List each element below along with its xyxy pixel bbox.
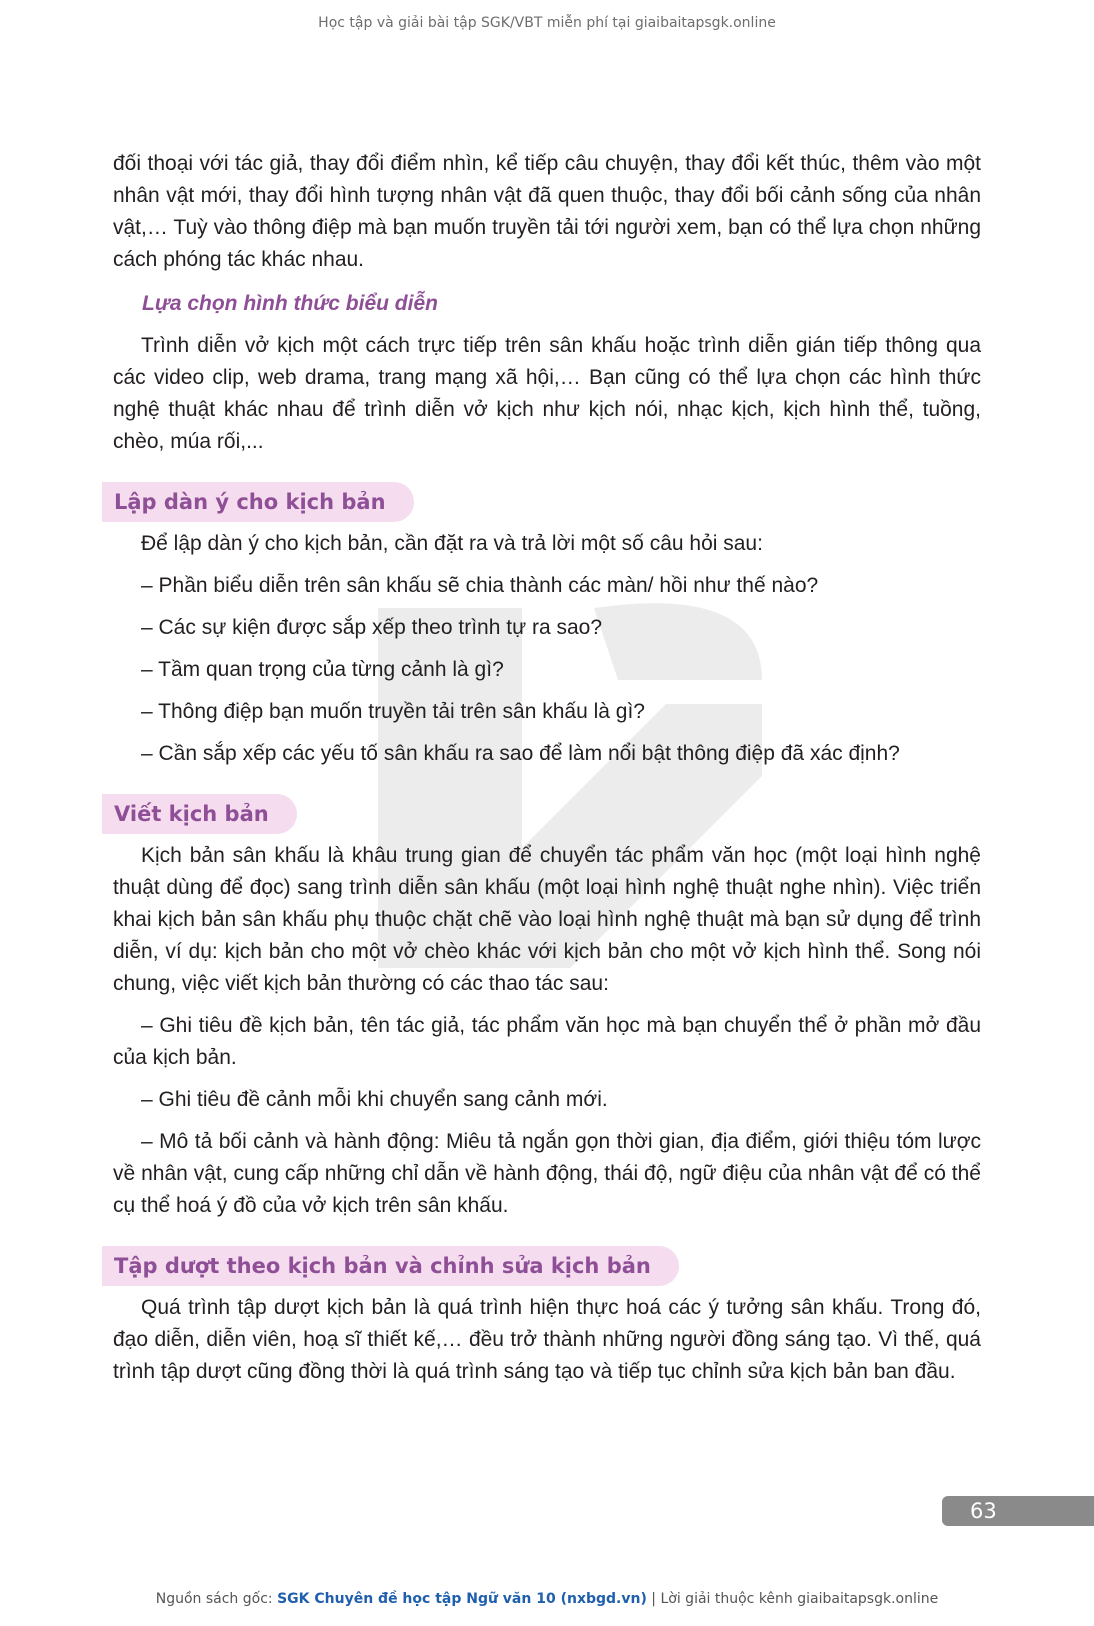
outline-bullet: – Cần sắp xếp các yếu tố sân khấu ra sao để làm nổi bật thông điệp đã xác định? <box>141 742 900 765</box>
footer <box>0 1591 1094 1607</box>
footer-suffix: | Lời giải thuộc kênh giaibaitapsgk.online <box>646 1591 939 1607</box>
script-section-paragraph: Kịch bản sân khấu là khâu trung gian để chuyển tác phẩm văn học (một loại hình nghệ thuật dùng để đọc) sang trình diễn sân khấu (một loại hình nghệ thuật nghe nhìn). Việc triển khai kịch bản sân khấu phụ thuộc chặt chẽ vào loại hình nghệ thuật mà bạn sử dụng để trình diễn, ví dụ: kịch bản cho một vở chèo khác với kịch bản cho một vở kịch hình thể. Song nói chung, việc viết kịch bản thường có các thao tác sau: <box>113 844 981 995</box>
footer-prefix: Nguồn sách gốc: <box>155 1591 278 1607</box>
rehearsal-section-paragraph: Quá trình tập dượt kịch bản là quá trình hiện thực hoá các ý tưởng sân khấu. Trong đó, đạo diễn, diễn viên, hoạ sĩ thiết kế,… đều trở thành những người đồng sáng tạo. Vì thế, quá trình tập dượt cũng đồng thời là quá trình sáng tạo và tiếp tục chỉnh sửa kịch bản ban đầu. <box>113 1296 981 1383</box>
footer-source-link[interactable]: SGK Chuyên đề học tập Ngữ văn 10 (nxbgd.vn) <box>277 1591 647 1607</box>
page-number: 63 <box>942 1496 1094 1526</box>
outline-bullet: – Các sự kiện được sắp xếp theo trình tự ra sao? <box>141 616 603 639</box>
outline-section-heading: Lập dàn ý cho kịch bản <box>102 482 414 522</box>
outline-bullet: – Thông điệp bạn muốn truyền tải trên sân khấu là gì? <box>141 700 645 723</box>
page-content <box>113 148 981 1388</box>
intro-paragraph: đối thoại với tác giả, thay đổi điểm nhìn, kể tiếp câu chuyện, thay đổi kết thúc, thêm vào một nhân vật mới, thay đổi hình tượng nhân vật đã quen thuộc, thay đổi bối cảnh sống của nhân vật,… Tuỳ vào thông điệp mà bạn muốn truyền tải tới người xem, bạn có thể lựa chọn những cách phóng tác khác nhau. <box>113 152 981 271</box>
script-section-heading: Viết kịch bản <box>102 794 297 834</box>
script-step: – Ghi tiêu đề kịch bản, tên tác giả, tác phẩm văn học mà bạn chuyển thể ở phần mở đầu của kịch bản. <box>113 1014 981 1069</box>
script-step: – Ghi tiêu đề cảnh mỗi khi chuyển sang cảnh mới. <box>141 1088 608 1111</box>
outline-bullet: – Tầm quan trọng của từng cảnh là gì? <box>141 658 504 681</box>
outline-bullet: – Phần biểu diễn trên sân khấu sẽ chia thành các màn/ hồi như thế nào? <box>141 574 819 597</box>
top-banner: Học tập và giải bài tập SGK/VBT miễn phí tại giaibaitapsgk.online <box>318 15 776 31</box>
form-section-heading: Lựa chọn hình thức biểu diễn <box>142 292 438 315</box>
outline-intro: Để lập dàn ý cho kịch bản, cần đặt ra và trả lời một số câu hỏi sau: <box>141 532 763 555</box>
form-section-paragraph: Trình diễn vở kịch một cách trực tiếp trên sân khấu hoặc trình diễn gián tiếp thông qua các video clip, web drama, trang mạng xã hội,… Bạn cũng có thể lựa chọn các hình thức nghệ thuật khác nhau để trình diễn vở kịch như kịch nói, nhạc kịch, kịch hình thể, tuồng, chèo, múa rối,... <box>113 334 981 453</box>
script-step: – Mô tả bối cảnh và hành động: Miêu tả ngắn gọn thời gian, địa điểm, giới thiệu tóm lược về nhân vật, cung cấp những chỉ dẫn về hành động, thái độ, ngữ điệu của nhân vật để có thể cụ thể hoá ý đồ của vở kịch trên sân khấu. <box>113 1130 981 1217</box>
rehearsal-section-heading: Tập dượt theo kịch bản và chỉnh sửa kịch bản <box>102 1246 679 1286</box>
